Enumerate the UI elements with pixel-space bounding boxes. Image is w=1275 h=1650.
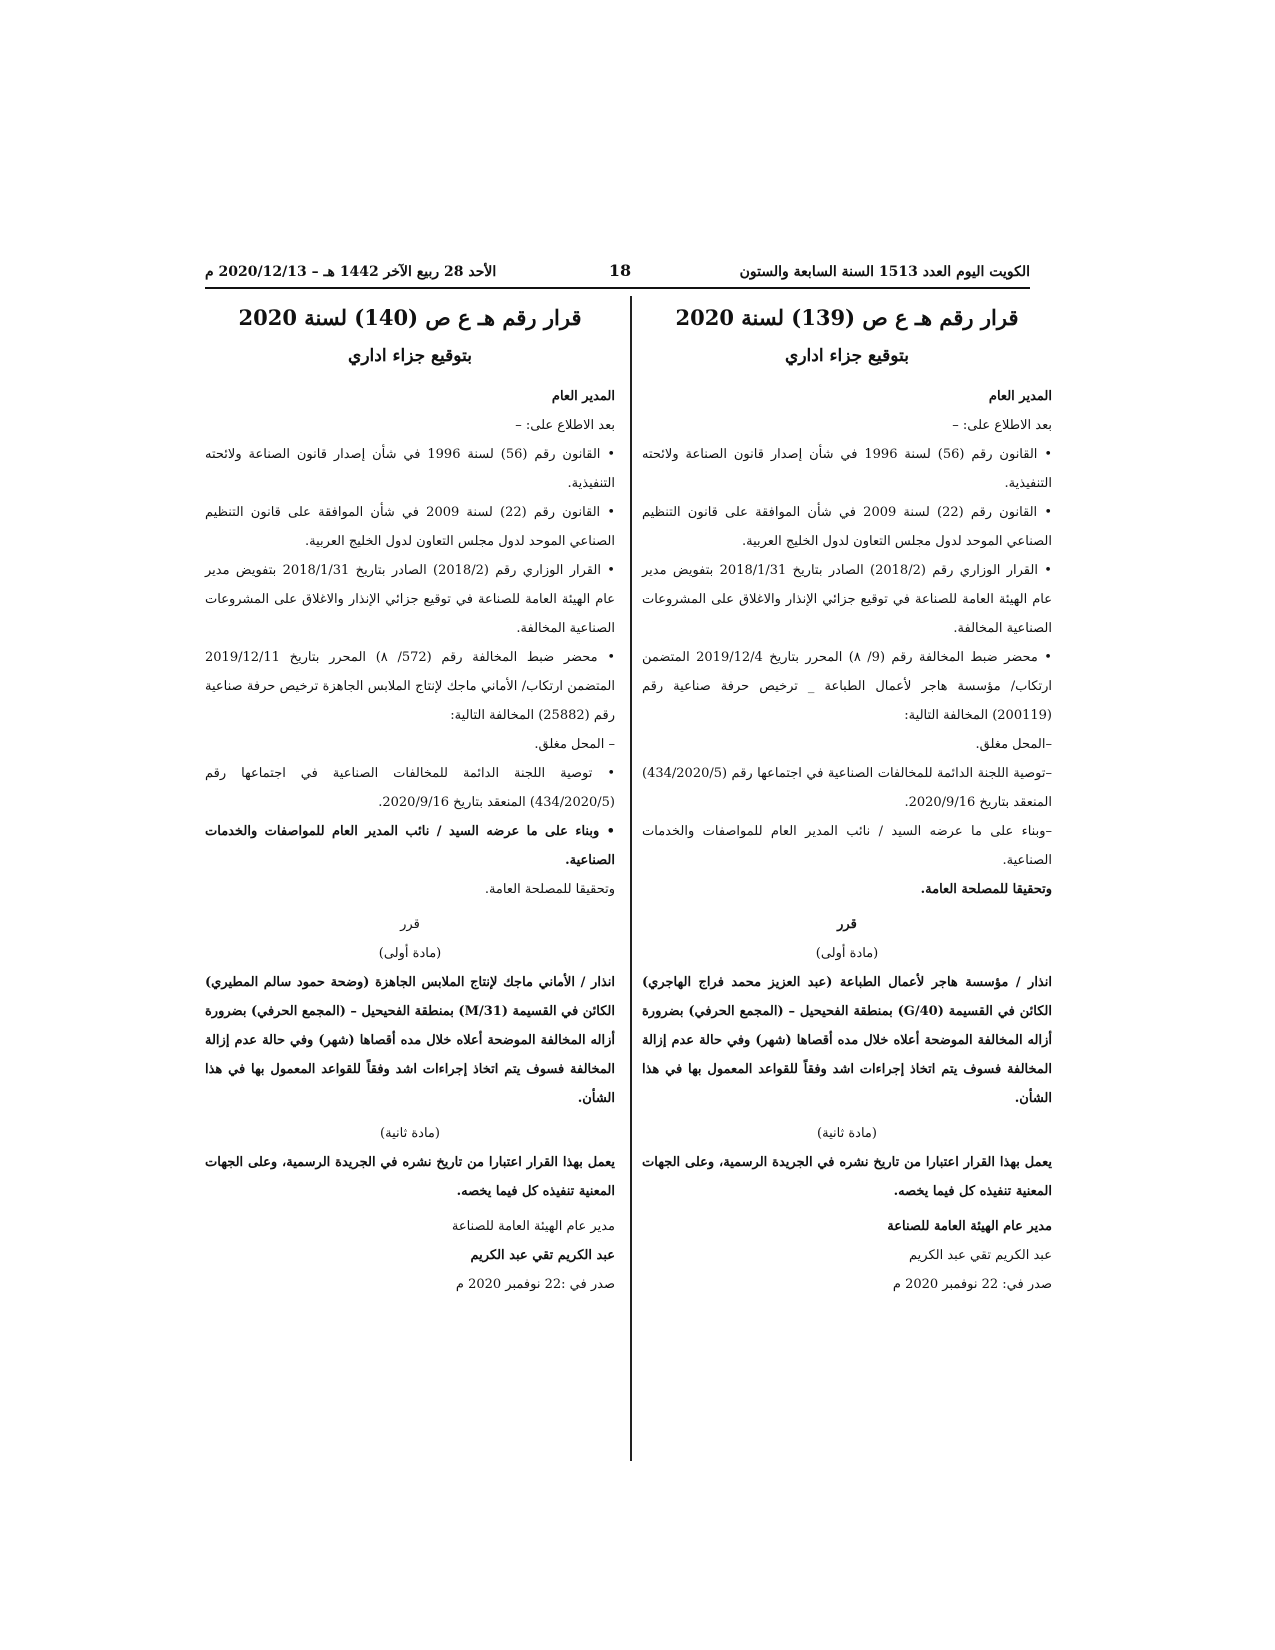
column-divider (630, 296, 632, 1461)
preamble-item: • وبناء على ما عرضه السيد / نائب المدير العام للمواصفات والخدمات الصناعية. (205, 824, 615, 868)
header-publication: الكويت اليوم العدد 1513 السنة السابعة والستون (739, 264, 1030, 280)
article-text: يعمل بهذا القرار اعتبارا من تاريخ نشره في الجريدة الرسمية، وعلى الجهات المعنية تنفيذه كل فيما يخصه. (642, 1155, 1052, 1199)
preamble-item: • توصية اللجنة الدائمة للمخالفات الصناعية في اجتماعها رقم (434/2020/5) المنعقد بتاريخ 2020/9/16. (205, 766, 615, 810)
article-text: انذار / الأماني ماجك لإنتاج الملابس الجاهزة (وضحة حمود سالم المطيري) الكائن في القسيمة (M/31) بمنطقة الفحيحيل – (المجمع الحرفي) بضرورة أزاله المخالفة الموضحة أعلاه خلال مده أقصاها (شهر) وفي حالة عدم إزالة المخالفة فسوف يتم اتخاذ إجراءات اشد وفقاً للقواعد المعمول بها في هذا الشأن. (205, 975, 615, 1106)
decided-heading: قرر (837, 917, 857, 932)
preamble-item: • محضر ضبط المخالفة رقم (9/ ٨) المحرر بتاريخ 2019/12/4 المتضمن ارتكاب/ مؤسسة هاجر لأعمال الطباعة _ ترخيص حرفة صناعية رقم (200119) المخالفة التالية: (642, 650, 1052, 723)
preamble-item: • محضر ضبط المخالفة رقم (572/ ٨) المحرر بتاريخ 2019/12/11 المتضمن ارتكاب/ الأماني ماجك لإنتاج الملابس الجاهزة ترخيص حرفة صناعية رقم (25882) المخالفة التالية: (205, 650, 615, 723)
article-title: (مادة ثانية) (817, 1126, 877, 1141)
decision-title: قرار رقم هـ ع ص (139) لسنة 2020 (675, 305, 1019, 330)
issuer: المدير العام (988, 389, 1052, 404)
preamble-item: وتحقيقا للمصلحة العامة. (484, 882, 615, 897)
preamble-item: –المحل مغلق. (975, 737, 1052, 752)
decision-subtitle: بتوقيع جزاء اداري (348, 346, 472, 366)
issuer: المدير العام (551, 389, 615, 404)
decision-title: قرار رقم هـ ع ص (140) لسنة 2020 (238, 305, 582, 330)
article-text: يعمل بهذا القرار اعتبارا من تاريخ نشره في الجريدة الرسمية، وعلى الجهات المعنية تنفيذه كل فيما يخصه. (205, 1155, 615, 1199)
preamble-item: • القانون رقم (22) لسنة 2009 في شأن الموافقة على قانون التنظيم الصناعي الموحد لدول مجلس التعاون لدول الخليج العربية. (642, 505, 1052, 549)
header-rule (205, 287, 1030, 289)
decided-heading: قرر (400, 917, 420, 932)
article-title: (مادة أولى) (378, 946, 442, 961)
preamble-item: –وبناء على ما عرضه السيد / نائب المدير العام للمواصفات والخدمات الصناعية. (642, 824, 1052, 868)
article-title: (مادة أولى) (815, 946, 879, 961)
article-text: انذار / مؤسسة هاجر لأعمال الطباعة (عبد العزيز محمد فراج الهاجري) الكائن في القسيمة (G/40) بمنطقة الفحيحيل – (المجمع الحرفي) بضرورة أزاله المخالفة الموضحة أعلاه خلال مده أقصاها (شهر) وفي حالة عدم إزالة المخالفة فسوف يتم اتخاذ إجراءات اشد وفقاً للقواعد المعمول بها في هذا الشأن. (642, 975, 1052, 1106)
after-review: بعد الاطلاع على: – (952, 418, 1052, 433)
decision-140-column (205, 296, 615, 1299)
issue-date: صدر في: 22 نوفمبر 2020 م (892, 1277, 1052, 1292)
preamble-item: • القرار الوزاري رقم (2018/2) الصادر بتاريخ 2018/1/31 بتفويض مدير عام الهيئة العامة للصناعة في توقيع جزائي الإنذار والاغلاق على المشروعات الصناعية المخالفة. (642, 563, 1052, 636)
decision-139-column (642, 296, 1052, 1299)
preamble-item: • القانون رقم (56) لسنة 1996 في شأن إصدار قانون الصناعة ولائحته التنفيذية. (205, 447, 615, 491)
article-title: (مادة ثانية) (380, 1126, 440, 1141)
preamble-item: • القانون رقم (22) لسنة 2009 في شأن الموافقة على قانون التنظيم الصناعي الموحد لدول مجلس التعاون لدول الخليج العربية. (205, 505, 615, 549)
preamble-item: – المحل مغلق. (534, 737, 615, 752)
preamble-item: وتحقيقا للمصلحة العامة. (920, 882, 1052, 897)
after-review: بعد الاطلاع على: – (515, 418, 615, 433)
preamble-item: • القانون رقم (56) لسنة 1996 في شأن إصدار قانون الصناعة ولائحته التنفيذية. (642, 447, 1052, 491)
page-header (205, 258, 1030, 288)
preamble-item: • القرار الوزاري رقم (2018/2) الصادر بتاريخ 2018/1/31 بتفويض مدير عام الهيئة العامة للصناعة في توقيع جزائي الإنذار والاغلاق على المشروعات الصناعية المخالفة. (205, 563, 615, 636)
issue-date: صدر في :22 نوفمبر 2020 م (455, 1277, 615, 1292)
signer-title: مدير عام الهيئة العامة للصناعة (451, 1219, 615, 1234)
signer-title: مدير عام الهيئة العامة للصناعة (887, 1219, 1052, 1234)
signer-name: عبد الكريم تقي عبد الكريم (470, 1248, 615, 1263)
preamble-item: –توصية اللجنة الدائمة للمخالفات الصناعية في اجتماعها رقم (434/2020/5) المنعقد بتاريخ 2020/9/16. (642, 766, 1052, 810)
signer-name: عبد الكريم تقي عبد الكريم (909, 1248, 1052, 1263)
page-number: 18 (608, 261, 632, 280)
header-date: الأحد 28 ربيع الآخر 1442 هـ – 2020/12/13 م (205, 264, 497, 280)
decision-subtitle: بتوقيع جزاء اداري (785, 346, 909, 366)
